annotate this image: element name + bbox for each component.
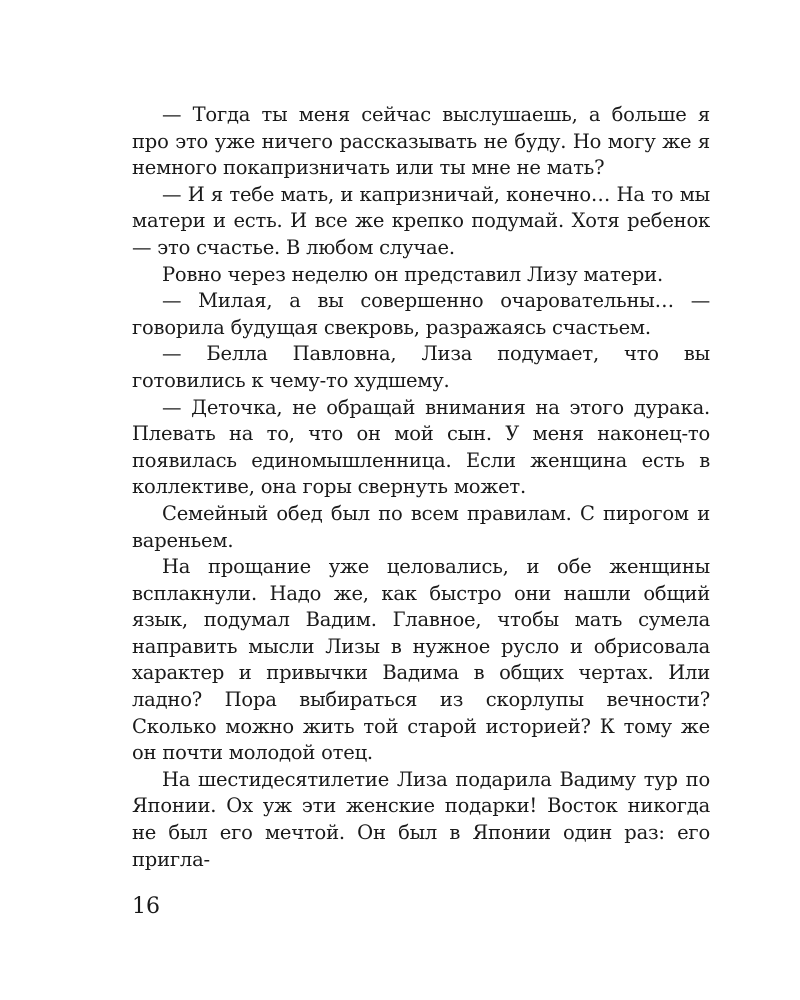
paragraph: — Тогда ты меня сейчас выслушаешь, а больше я про это уже ничего рассказывать не буду. Но могу же я немного покапризничать или ты мне не мать?: [132, 103, 710, 180]
paragraph: На прощание уже целовались, и обе женщины всплакнули. Надо же, как быстро они нашли общий язык, подумал Вадим. Главное, чтобы мать сумела направить мысли Лизы в нужное русло и обрисовала характер и привычки Вадима в общих чертах. Или ладно? Пора выбираться из скорлупы вечности? Сколько можно жить той старой историей? К тому же он почти молодой отец.: [132, 555, 710, 765]
paragraph: На шестидесятилетие Лиза подарила Вадиму тур по Японии. Ох уж эти женские подарки! Восток никогда не был его мечтой. Он был в Японии один раз: его пригла-: [132, 767, 710, 871]
paragraph: — И я тебе мать, и капризничай, конечно… На то мы матери и есть. И все же крепко подумай. Хотя ребенок — это счастье. В любом случае.: [132, 182, 710, 259]
paragraph: — Белла Павловна, Лиза подумает, что вы готовились к чему-то худшему.: [132, 342, 710, 392]
paragraph: — Милая, а вы совершенно очаровательны… — говорила будущая свекровь, разражаясь счастьем.: [132, 289, 710, 339]
paragraph: — Деточка, не обращай внимания на этого дурака. Плевать на то, что он мой сын. У меня наконец-то появилась единомышленница. Если женщина есть в коллективе, она горы свернуть может.: [132, 395, 710, 499]
paragraph: Ровно через неделю он представил Лизу матери.: [162, 262, 663, 286]
page-body-text: [132, 102, 710, 873]
paragraph: Семейный обед был по всем правилам. С пирогом и вареньем.: [132, 501, 710, 552]
page-number: 16: [132, 894, 160, 919]
